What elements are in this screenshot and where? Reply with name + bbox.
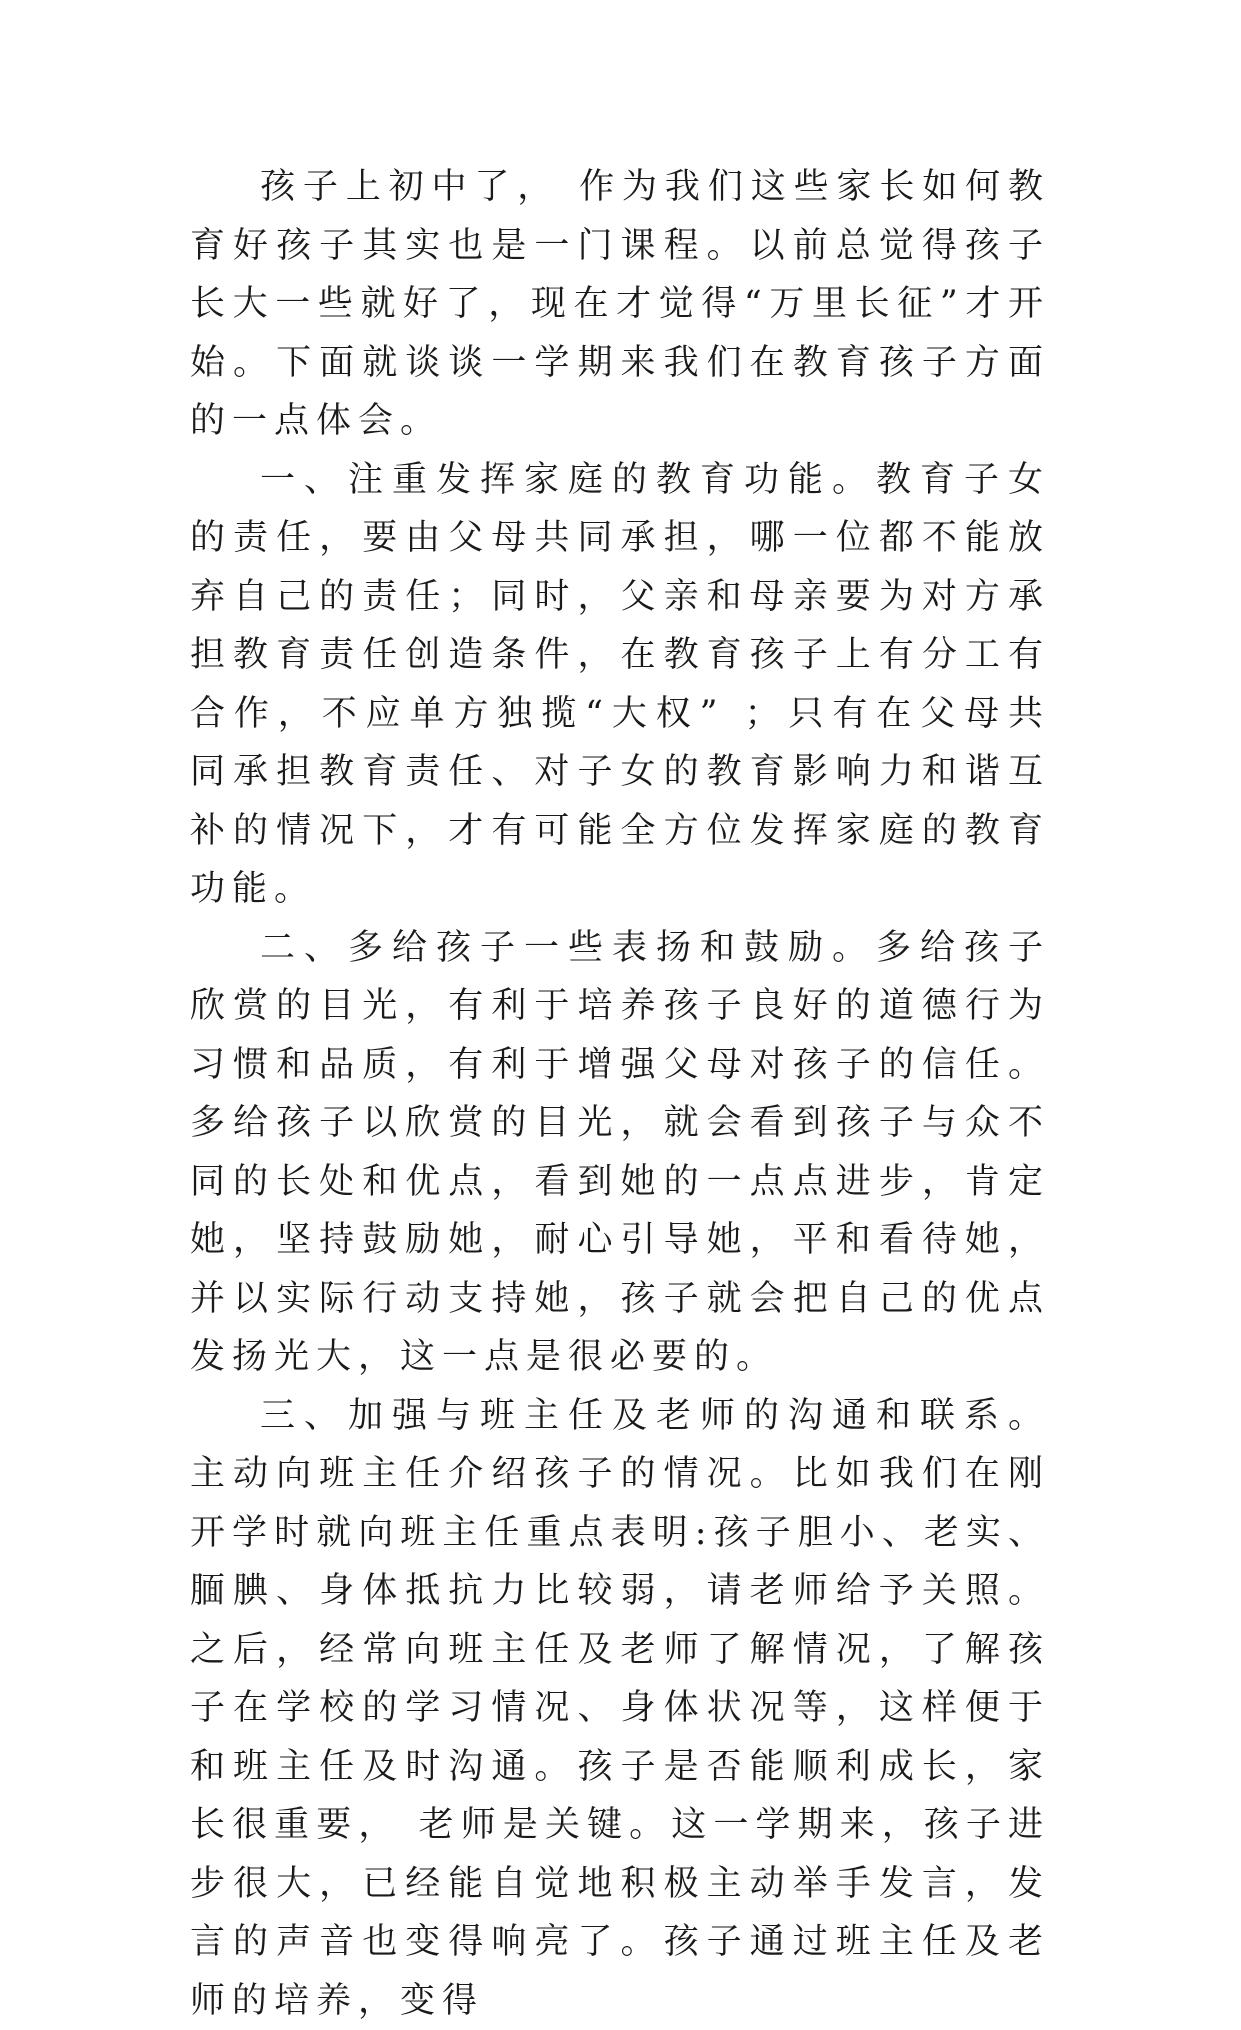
paragraph-intro: 孩子上初中了， 作为我们这些家长如何教育好孩子其实也是一门课程。以前总觉得孩子长大一些就好了，现在才觉得“万里长征”才开始。下面就谈谈一学期来我们在教育孩子方面的一点体会。 [190, 158, 1050, 451]
paragraph-section-3: 三、加强与班主任及老师的沟通和联系。主动向班主任介绍孩子的情况。比如我们在刚开学时就向班主任重点表明:孩子胆小、老实、腼腆、身体抵抗力比较弱，请老师给予关照。之后，经常向班主任及老师了解情况，了解孩子在学校的学习情况、身体状况等，这样便于和班主任及时沟通。孩子是否能顺利成长，家长很重要， 老师是关键。这一学期来，孩子进步很大，已经能自觉地积极主动举手发言，发言的声音也变得响亮了。孩子通过班主任及老师的培养，变得 [190, 1387, 1050, 2030]
paragraph-section-1: 一、注重发挥家庭的教育功能。教育子女的责任，要由父母共同承担，哪一位都不能放弃自己的责任；同时，父亲和母亲要为对方承担教育责任创造条件，在教育孩子上有分工有合作，不应单方独揽“大权” ；只有在父母共同承担教育责任、对子女的教育影响力和谐互补的情况下，才有可能全方位发挥家庭的教育功能。 [190, 451, 1050, 919]
document-body [190, 158, 1050, 2030]
paragraph-section-2: 二、多给孩子一些表扬和鼓励。多给孩子欣赏的目光，有利于培养孩子良好的道德行为 习惯和品质，有利于增强父母对孩子的信任。多给孩子以欣赏的目光，就会看到孩子与众不同的长处和优点，看到她的一点点进步，肯定她，坚持鼓励她，耐心引导她，平和看待她，并以实际行动支持她，孩子就会把自己的优点发扬光大，这一点是很必要的。 [190, 919, 1050, 1387]
